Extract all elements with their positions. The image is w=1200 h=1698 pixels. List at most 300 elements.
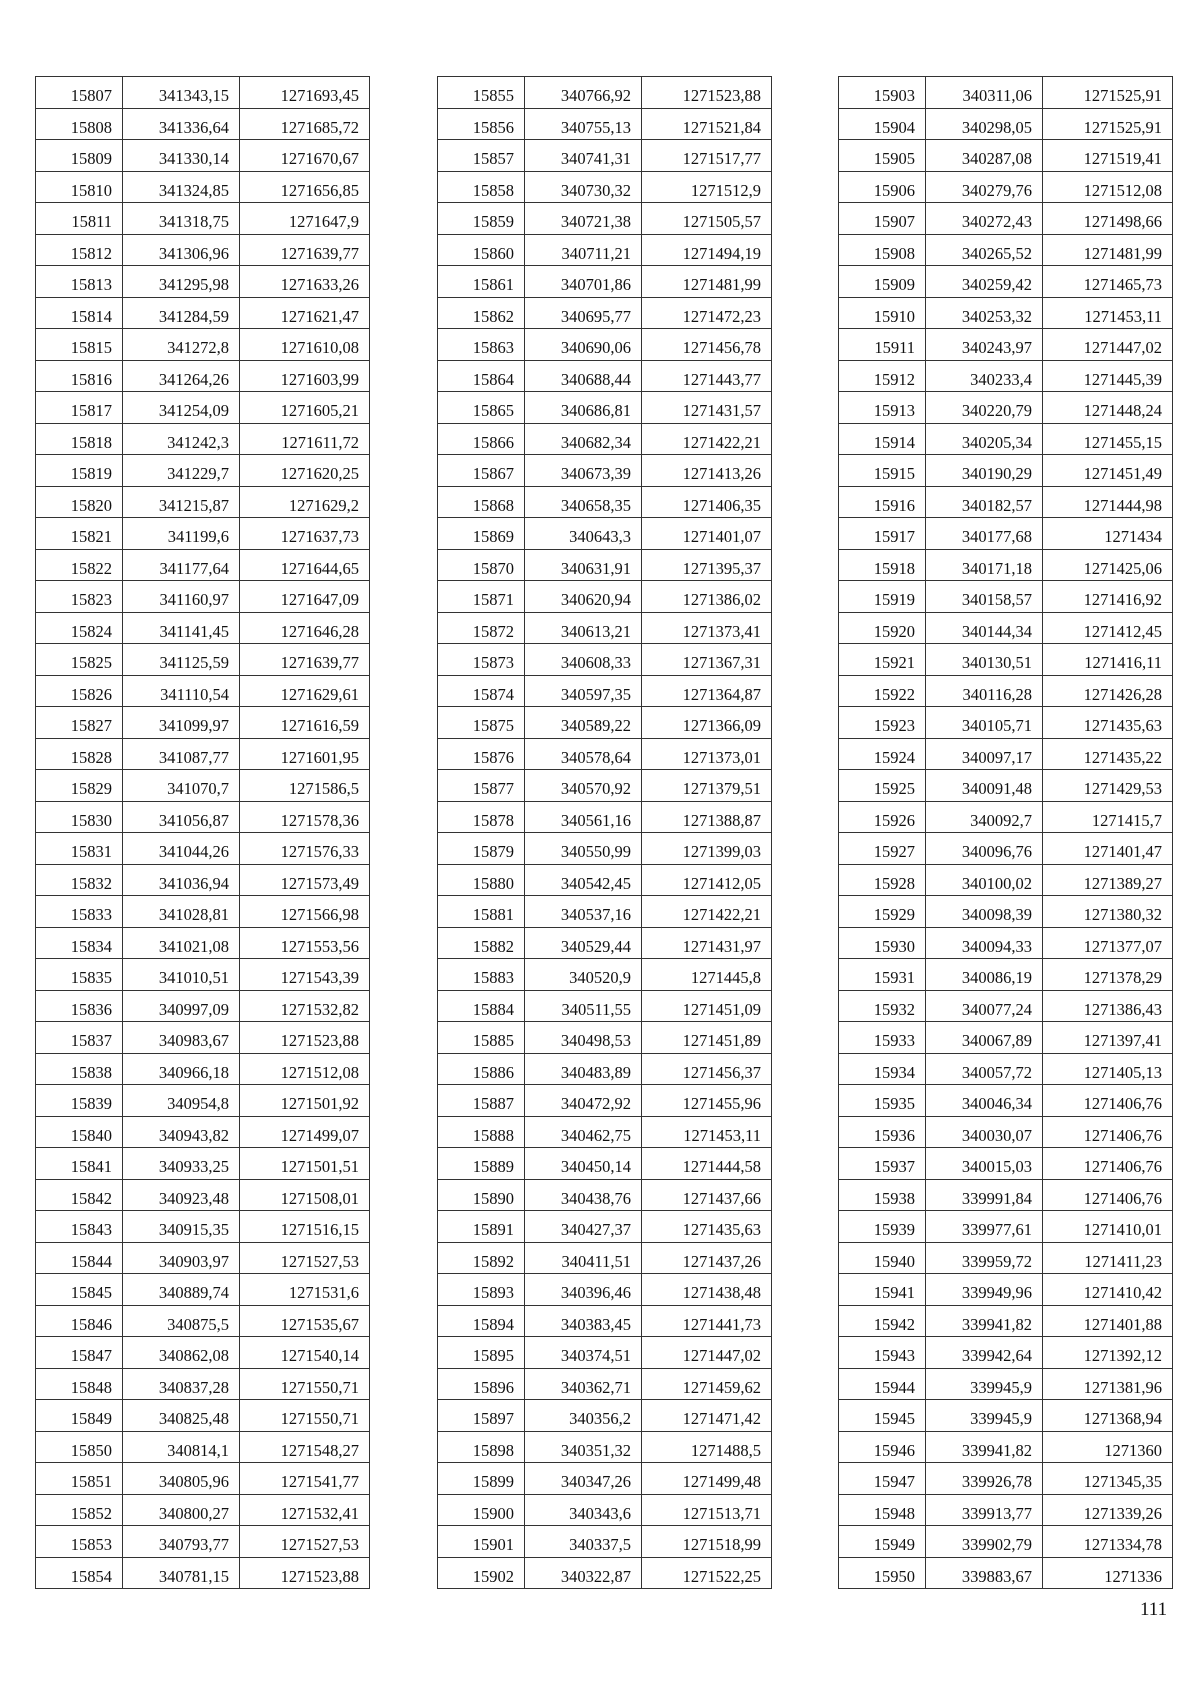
y-coordinate-cell: 1271389,27	[1043, 864, 1173, 896]
point-number-cell: 15908	[839, 234, 926, 266]
table-row	[839, 1085, 1173, 1117]
point-number-cell: 15924	[839, 738, 926, 770]
point-number-cell: 15889	[438, 1148, 525, 1180]
table-row	[36, 203, 370, 235]
x-coordinate-cell: 340923,48	[123, 1179, 240, 1211]
table-row	[438, 612, 772, 644]
table-row	[839, 360, 1173, 392]
y-coordinate-cell: 1271380,32	[1043, 896, 1173, 928]
point-number-cell: 15879	[438, 833, 525, 865]
point-number-cell: 15882	[438, 927, 525, 959]
table-row	[36, 549, 370, 581]
y-coordinate-cell: 1271453,11	[642, 1116, 772, 1148]
table-row	[438, 549, 772, 581]
table-row	[36, 77, 370, 109]
table-row	[839, 833, 1173, 865]
x-coordinate-cell: 340472,92	[525, 1085, 642, 1117]
point-number-cell: 15900	[438, 1494, 525, 1526]
y-coordinate-cell: 1271578,36	[240, 801, 370, 833]
x-coordinate-cell: 340356,2	[525, 1400, 642, 1432]
point-number-cell: 15844	[36, 1242, 123, 1274]
point-number-cell: 15898	[438, 1431, 525, 1463]
x-coordinate-cell: 340092,7	[926, 801, 1043, 833]
point-number-cell: 15868	[438, 486, 525, 518]
y-coordinate-cell: 1271553,56	[240, 927, 370, 959]
point-number-cell: 15816	[36, 360, 123, 392]
point-number-cell: 15890	[438, 1179, 525, 1211]
point-number-cell: 15848	[36, 1368, 123, 1400]
point-number-cell: 15878	[438, 801, 525, 833]
x-coordinate-cell: 340144,34	[926, 612, 1043, 644]
x-coordinate-cell: 340889,74	[123, 1274, 240, 1306]
point-number-cell: 15919	[839, 581, 926, 613]
y-coordinate-cell: 1271527,53	[240, 1242, 370, 1274]
y-coordinate-cell: 1271603,99	[240, 360, 370, 392]
table-row	[438, 581, 772, 613]
y-coordinate-cell: 1271406,76	[1043, 1116, 1173, 1148]
y-coordinate-cell: 1271334,78	[1043, 1526, 1173, 1558]
point-number-cell: 15832	[36, 864, 123, 896]
point-number-cell: 15927	[839, 833, 926, 865]
table-row	[36, 1148, 370, 1180]
y-coordinate-cell: 1271377,07	[1043, 927, 1173, 959]
y-coordinate-cell: 1271367,31	[642, 644, 772, 676]
table-row	[36, 738, 370, 770]
point-number-cell: 15828	[36, 738, 123, 770]
table-row	[839, 455, 1173, 487]
table-row	[438, 1085, 772, 1117]
table-row	[36, 1557, 370, 1589]
point-number-cell: 15932	[839, 990, 926, 1022]
y-coordinate-cell: 1271405,13	[1043, 1053, 1173, 1085]
point-number-cell: 15836	[36, 990, 123, 1022]
point-number-cell: 15827	[36, 707, 123, 739]
point-number-cell: 15840	[36, 1116, 123, 1148]
x-coordinate-cell: 341028,81	[123, 896, 240, 928]
point-number-cell: 15847	[36, 1337, 123, 1369]
point-number-cell: 15893	[438, 1274, 525, 1306]
x-coordinate-cell: 341264,26	[123, 360, 240, 392]
table-row	[438, 1337, 772, 1369]
table-row	[36, 1211, 370, 1243]
table-row	[438, 801, 772, 833]
x-coordinate-cell: 340686,81	[525, 392, 642, 424]
x-coordinate-cell: 340741,31	[525, 140, 642, 172]
point-number-cell: 15837	[36, 1022, 123, 1054]
y-coordinate-cell: 1271693,45	[240, 77, 370, 109]
point-number-cell: 15854	[36, 1557, 123, 1589]
table-row	[839, 1526, 1173, 1558]
x-coordinate-cell: 340862,08	[123, 1337, 240, 1369]
coordinates-table-1	[35, 76, 370, 1589]
y-coordinate-cell: 1271523,88	[642, 77, 772, 109]
point-number-cell: 15865	[438, 392, 525, 424]
table-row	[839, 896, 1173, 928]
point-number-cell: 15858	[438, 171, 525, 203]
y-coordinate-cell: 1271386,43	[1043, 990, 1173, 1022]
y-coordinate-cell: 1271364,87	[642, 675, 772, 707]
y-coordinate-cell: 1271499,07	[240, 1116, 370, 1148]
x-coordinate-cell: 341324,85	[123, 171, 240, 203]
y-coordinate-cell: 1271527,53	[240, 1526, 370, 1558]
y-coordinate-cell: 1271670,67	[240, 140, 370, 172]
table-row	[438, 1242, 772, 1274]
y-coordinate-cell: 1271459,62	[642, 1368, 772, 1400]
point-number-cell: 15808	[36, 108, 123, 140]
table-row	[438, 360, 772, 392]
point-number-cell: 15852	[36, 1494, 123, 1526]
y-coordinate-cell: 1271345,35	[1043, 1463, 1173, 1495]
table-row	[839, 1242, 1173, 1274]
point-number-cell: 15838	[36, 1053, 123, 1085]
x-coordinate-cell: 341336,64	[123, 108, 240, 140]
point-number-cell: 15895	[438, 1337, 525, 1369]
table-row	[839, 1337, 1173, 1369]
point-number-cell: 15851	[36, 1463, 123, 1495]
point-number-cell: 15886	[438, 1053, 525, 1085]
x-coordinate-cell: 340983,67	[123, 1022, 240, 1054]
table-row	[839, 1053, 1173, 1085]
table-row	[36, 1242, 370, 1274]
point-number-cell: 15864	[438, 360, 525, 392]
x-coordinate-cell: 340067,89	[926, 1022, 1043, 1054]
table-row	[839, 612, 1173, 644]
y-coordinate-cell: 1271525,91	[1043, 108, 1173, 140]
x-coordinate-cell: 340462,75	[525, 1116, 642, 1148]
table-row	[839, 392, 1173, 424]
table-row	[839, 801, 1173, 833]
point-number-cell: 15920	[839, 612, 926, 644]
point-number-cell: 15874	[438, 675, 525, 707]
y-coordinate-cell: 1271395,37	[642, 549, 772, 581]
point-number-cell: 15949	[839, 1526, 926, 1558]
x-coordinate-cell: 340253,32	[926, 297, 1043, 329]
y-coordinate-cell: 1271471,42	[642, 1400, 772, 1432]
y-coordinate-cell: 1271388,87	[642, 801, 772, 833]
y-coordinate-cell: 1271411,23	[1043, 1242, 1173, 1274]
x-coordinate-cell: 340396,46	[525, 1274, 642, 1306]
point-number-cell: 15891	[438, 1211, 525, 1243]
point-number-cell: 15876	[438, 738, 525, 770]
y-coordinate-cell: 1271406,76	[1043, 1179, 1173, 1211]
y-coordinate-cell: 1271413,26	[642, 455, 772, 487]
point-number-cell: 15871	[438, 581, 525, 613]
y-coordinate-cell: 1271616,59	[240, 707, 370, 739]
y-coordinate-cell: 1271499,48	[642, 1463, 772, 1495]
y-coordinate-cell: 1271639,77	[240, 234, 370, 266]
table-row	[839, 644, 1173, 676]
y-coordinate-cell: 1271481,99	[642, 266, 772, 298]
table-row	[36, 1463, 370, 1495]
point-number-cell: 15850	[36, 1431, 123, 1463]
point-number-cell: 15931	[839, 959, 926, 991]
x-coordinate-cell: 341056,87	[123, 801, 240, 833]
y-coordinate-cell: 1271639,77	[240, 644, 370, 676]
y-coordinate-cell: 1271429,53	[1043, 770, 1173, 802]
x-coordinate-cell: 340793,77	[123, 1526, 240, 1558]
table-row	[438, 1557, 772, 1589]
table-row	[438, 1022, 772, 1054]
x-coordinate-cell: 340105,71	[926, 707, 1043, 739]
x-coordinate-cell: 341070,7	[123, 770, 240, 802]
y-coordinate-cell: 1271416,11	[1043, 644, 1173, 676]
y-coordinate-cell: 1271455,96	[642, 1085, 772, 1117]
y-coordinate-cell: 1271416,92	[1043, 581, 1173, 613]
table-row	[36, 896, 370, 928]
y-coordinate-cell: 1271610,08	[240, 329, 370, 361]
point-number-cell: 15914	[839, 423, 926, 455]
point-number-cell: 15936	[839, 1116, 926, 1148]
x-coordinate-cell: 341343,15	[123, 77, 240, 109]
y-coordinate-cell: 1271621,47	[240, 297, 370, 329]
x-coordinate-cell: 340966,18	[123, 1053, 240, 1085]
point-number-cell: 15825	[36, 644, 123, 676]
point-number-cell: 15815	[36, 329, 123, 361]
y-coordinate-cell: 1271586,5	[240, 770, 370, 802]
table-row	[36, 675, 370, 707]
point-number-cell: 15923	[839, 707, 926, 739]
y-coordinate-cell: 1271566,98	[240, 896, 370, 928]
table-row	[839, 770, 1173, 802]
x-coordinate-cell: 340233,4	[926, 360, 1043, 392]
x-coordinate-cell: 339945,9	[926, 1368, 1043, 1400]
y-coordinate-cell: 1271540,14	[240, 1337, 370, 1369]
table-row	[839, 1022, 1173, 1054]
y-coordinate-cell: 1271456,37	[642, 1053, 772, 1085]
point-number-cell: 15930	[839, 927, 926, 959]
point-number-cell: 15872	[438, 612, 525, 644]
table-row	[438, 266, 772, 298]
table-row	[36, 581, 370, 613]
point-number-cell: 15941	[839, 1274, 926, 1306]
point-number-cell: 15922	[839, 675, 926, 707]
x-coordinate-cell: 340537,16	[525, 896, 642, 928]
x-coordinate-cell: 340933,25	[123, 1148, 240, 1180]
table-row	[839, 1400, 1173, 1432]
x-coordinate-cell: 340057,72	[926, 1053, 1043, 1085]
x-coordinate-cell: 339926,78	[926, 1463, 1043, 1495]
x-coordinate-cell: 340695,77	[525, 297, 642, 329]
y-coordinate-cell: 1271498,66	[1043, 203, 1173, 235]
point-number-cell: 15855	[438, 77, 525, 109]
x-coordinate-cell: 340570,92	[525, 770, 642, 802]
table-row	[839, 203, 1173, 235]
table-row	[438, 518, 772, 550]
table-row	[438, 486, 772, 518]
x-coordinate-cell: 340701,86	[525, 266, 642, 298]
y-coordinate-cell: 1271373,41	[642, 612, 772, 644]
y-coordinate-cell: 1271644,65	[240, 549, 370, 581]
y-coordinate-cell: 1271437,66	[642, 1179, 772, 1211]
table-row	[839, 266, 1173, 298]
table-row	[438, 455, 772, 487]
y-coordinate-cell: 1271548,27	[240, 1431, 370, 1463]
point-number-cell: 15856	[438, 108, 525, 140]
y-coordinate-cell: 1271443,77	[642, 360, 772, 392]
y-coordinate-cell: 1271410,01	[1043, 1211, 1173, 1243]
table-row	[839, 549, 1173, 581]
y-coordinate-cell: 1271629,61	[240, 675, 370, 707]
x-coordinate-cell: 340322,87	[525, 1557, 642, 1589]
y-coordinate-cell: 1271401,47	[1043, 833, 1173, 865]
table-row	[438, 1148, 772, 1180]
x-coordinate-cell: 340347,26	[525, 1463, 642, 1495]
x-coordinate-cell: 341306,96	[123, 234, 240, 266]
point-number-cell: 15935	[839, 1085, 926, 1117]
y-coordinate-cell: 1271637,73	[240, 518, 370, 550]
table-row	[438, 1274, 772, 1306]
x-coordinate-cell: 340205,34	[926, 423, 1043, 455]
y-coordinate-cell: 1271647,9	[240, 203, 370, 235]
y-coordinate-cell: 1271512,08	[240, 1053, 370, 1085]
table-row	[438, 77, 772, 109]
point-number-cell: 15918	[839, 549, 926, 581]
x-coordinate-cell: 340298,05	[926, 108, 1043, 140]
table-row	[839, 423, 1173, 455]
table-row	[36, 392, 370, 424]
x-coordinate-cell: 341010,51	[123, 959, 240, 991]
table-row	[438, 927, 772, 959]
y-coordinate-cell: 1271336	[1043, 1557, 1173, 1589]
table-row	[839, 707, 1173, 739]
point-number-cell: 15867	[438, 455, 525, 487]
table-row	[36, 140, 370, 172]
table-row	[839, 1557, 1173, 1589]
point-number-cell: 15853	[36, 1526, 123, 1558]
point-number-cell: 15909	[839, 266, 926, 298]
x-coordinate-cell: 341242,3	[123, 423, 240, 455]
point-number-cell: 15929	[839, 896, 926, 928]
point-number-cell: 15917	[839, 518, 926, 550]
table-row	[839, 518, 1173, 550]
x-coordinate-cell: 341021,08	[123, 927, 240, 959]
point-number-cell: 15845	[36, 1274, 123, 1306]
point-number-cell: 15934	[839, 1053, 926, 1085]
table-row	[36, 801, 370, 833]
table-row	[839, 1211, 1173, 1243]
table-row	[36, 360, 370, 392]
point-number-cell: 15906	[839, 171, 926, 203]
x-coordinate-cell: 340825,48	[123, 1400, 240, 1432]
table-row	[438, 644, 772, 676]
x-coordinate-cell: 340243,97	[926, 329, 1043, 361]
x-coordinate-cell: 340097,17	[926, 738, 1043, 770]
point-number-cell: 15862	[438, 297, 525, 329]
point-number-cell: 15875	[438, 707, 525, 739]
x-coordinate-cell: 340259,42	[926, 266, 1043, 298]
y-coordinate-cell: 1271620,25	[240, 455, 370, 487]
table-row	[36, 959, 370, 991]
x-coordinate-cell: 341099,97	[123, 707, 240, 739]
table-row	[839, 959, 1173, 991]
x-coordinate-cell: 340673,39	[525, 455, 642, 487]
y-coordinate-cell: 1271550,71	[240, 1400, 370, 1432]
table-row	[839, 1305, 1173, 1337]
table-row	[438, 171, 772, 203]
point-number-cell: 15857	[438, 140, 525, 172]
x-coordinate-cell: 340875,5	[123, 1305, 240, 1337]
y-coordinate-cell: 1271455,15	[1043, 423, 1173, 455]
table-row	[438, 990, 772, 1022]
table-row	[438, 1053, 772, 1085]
page-number: 111	[1140, 1599, 1168, 1620]
x-coordinate-cell: 341177,64	[123, 549, 240, 581]
y-coordinate-cell: 1271399,03	[642, 833, 772, 865]
point-number-cell: 15869	[438, 518, 525, 550]
x-coordinate-cell: 340438,76	[525, 1179, 642, 1211]
table-row	[438, 1526, 772, 1558]
y-coordinate-cell: 1271373,01	[642, 738, 772, 770]
x-coordinate-cell: 340608,33	[525, 644, 642, 676]
y-coordinate-cell: 1271397,41	[1043, 1022, 1173, 1054]
x-coordinate-cell: 340682,34	[525, 423, 642, 455]
x-coordinate-cell: 340631,91	[525, 549, 642, 581]
table-row	[839, 864, 1173, 896]
x-coordinate-cell: 340383,45	[525, 1305, 642, 1337]
point-number-cell: 15870	[438, 549, 525, 581]
table-row	[36, 297, 370, 329]
point-number-cell: 15950	[839, 1557, 926, 1589]
x-coordinate-cell: 340589,22	[525, 707, 642, 739]
x-coordinate-cell: 340220,79	[926, 392, 1043, 424]
x-coordinate-cell: 341125,59	[123, 644, 240, 676]
table-row	[438, 833, 772, 865]
coordinates-table-3	[838, 76, 1173, 1589]
point-number-cell: 15905	[839, 140, 926, 172]
y-coordinate-cell: 1271541,77	[240, 1463, 370, 1495]
y-coordinate-cell: 1271435,63	[642, 1211, 772, 1243]
table-row	[839, 1463, 1173, 1495]
table-row	[36, 1085, 370, 1117]
x-coordinate-cell: 340091,48	[926, 770, 1043, 802]
point-number-cell: 15839	[36, 1085, 123, 1117]
point-number-cell: 15860	[438, 234, 525, 266]
y-coordinate-cell: 1271456,78	[642, 329, 772, 361]
point-number-cell: 15811	[36, 203, 123, 235]
y-coordinate-cell: 1271516,15	[240, 1211, 370, 1243]
x-coordinate-cell: 341229,7	[123, 455, 240, 487]
point-number-cell: 15818	[36, 423, 123, 455]
y-coordinate-cell: 1271647,09	[240, 581, 370, 613]
x-coordinate-cell: 340620,94	[525, 581, 642, 613]
y-coordinate-cell: 1271422,21	[642, 423, 772, 455]
x-coordinate-cell: 340643,3	[525, 518, 642, 550]
point-number-cell: 15846	[36, 1305, 123, 1337]
point-number-cell: 15947	[839, 1463, 926, 1495]
y-coordinate-cell: 1271435,22	[1043, 738, 1173, 770]
table-row	[36, 1494, 370, 1526]
x-coordinate-cell: 340190,29	[926, 455, 1043, 487]
x-coordinate-cell: 340814,1	[123, 1431, 240, 1463]
y-coordinate-cell: 1271521,84	[642, 108, 772, 140]
y-coordinate-cell: 1271381,96	[1043, 1368, 1173, 1400]
table-row	[438, 1116, 772, 1148]
x-coordinate-cell: 340542,45	[525, 864, 642, 896]
x-coordinate-cell: 340351,32	[525, 1431, 642, 1463]
table-row	[36, 1274, 370, 1306]
table-row	[36, 833, 370, 865]
table-row	[438, 392, 772, 424]
table-row	[438, 1463, 772, 1495]
table-row	[839, 297, 1173, 329]
x-coordinate-cell: 340903,97	[123, 1242, 240, 1274]
y-coordinate-cell: 1271437,26	[642, 1242, 772, 1274]
point-number-cell: 15943	[839, 1337, 926, 1369]
point-number-cell: 15888	[438, 1116, 525, 1148]
x-coordinate-cell: 340171,18	[926, 549, 1043, 581]
table-row	[839, 1148, 1173, 1180]
table-row	[438, 1400, 772, 1432]
